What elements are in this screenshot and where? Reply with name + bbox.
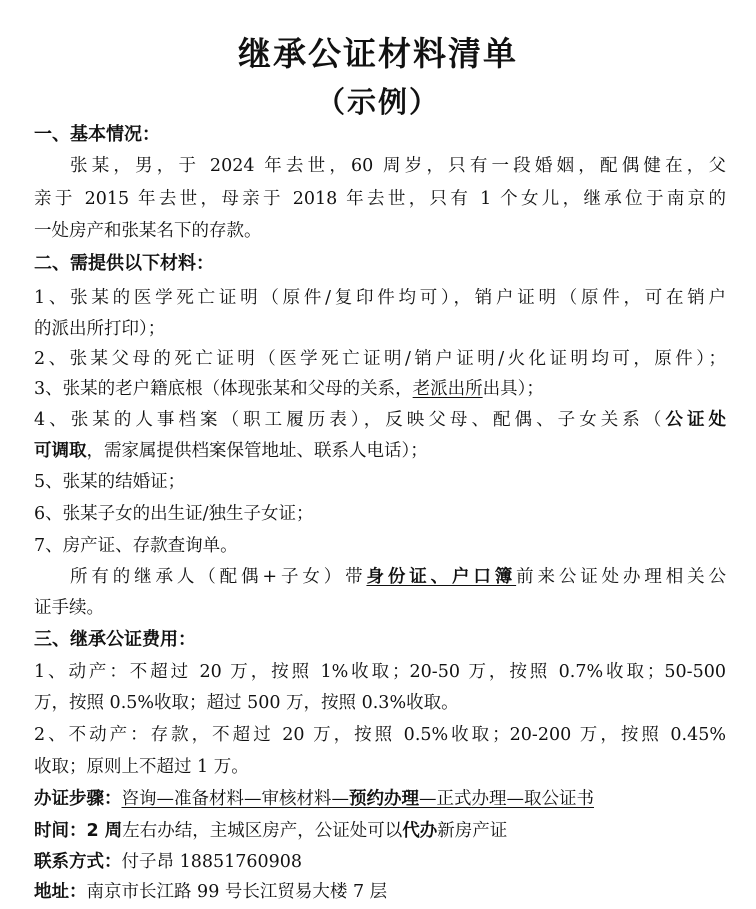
material-item-4-text: 4、张某的人事档案（职工履历表），反映父母、配偶、子女关系（: [34, 410, 666, 430]
steps-part-1: 咨询—准备材料—审核材料—: [121, 789, 349, 809]
material-item-4a: [34, 409, 726, 431]
note-line-2: 证手续。: [34, 598, 104, 618]
time-label: 时间：: [34, 821, 87, 841]
fee-item-2b: 收取；原则上不超过 1 万。: [34, 757, 249, 777]
material-item-4b: [34, 440, 726, 462]
address-line: [34, 881, 726, 903]
section3-heading: 三、继承公证费用：: [34, 629, 196, 650]
contact-label: 联系方式：: [34, 852, 122, 872]
material-item-5: 5、张某的结婚证；: [34, 472, 186, 492]
note-text: 所有的继承人（配偶+子女）带: [70, 567, 367, 587]
section1-line-3: 一处房产和张某名下的存款。: [34, 221, 262, 241]
material-item-4-bold: 公证处: [665, 410, 726, 430]
material-item-1b: 的派出所打印）；: [34, 319, 166, 339]
time-end: 新房产证: [437, 821, 508, 841]
material-item-3-text: 3、张某的老户籍底根（体现张某和父母的关系，: [34, 379, 413, 399]
note-line-1: [34, 566, 726, 588]
section1-heading: 一、基本情况：: [34, 124, 160, 145]
time-mid: 左右办结，主城区房产，公证处可以: [122, 821, 403, 841]
section1-line-1: 张某，男，于 2024 年去世，60 周岁，只有一段婚姻，配偶健在，父: [70, 156, 726, 176]
note-end: 前来公证处办理相关公: [516, 567, 727, 587]
section1-line-2: 亲于 2015 年去世，母亲于 2018 年去世，只有 1 个女儿，继承位于南京的: [34, 189, 726, 209]
time-line: [34, 820, 726, 842]
fee-item-2a: 2、不动产：存款，不超过 20 万，按照 0.5%收取；20-200 万，按照 0.45%: [34, 725, 726, 745]
material-item-3-underline: 老派出所: [412, 379, 483, 399]
address-label: 地址：: [34, 882, 87, 902]
material-item-4-bold-2: 可调取: [34, 441, 87, 461]
material-item-3-end: 出具）；: [482, 379, 544, 399]
material-item-1a: 1、张某的医学死亡证明（原件/复印件均可），销户证明（原件，可在销户: [34, 288, 726, 308]
material-item-6: 6、张某子女的出生证/独生子女证；: [34, 504, 314, 524]
material-item-2: 2、张某父母的死亡证明（医学死亡证明/销户证明/火化证明均可，原件）；: [34, 349, 726, 369]
material-item-3: [34, 378, 726, 400]
note-bold: 身份证、户口簿: [366, 567, 517, 587]
document-title: 继承公证材料清单: [238, 34, 518, 73]
steps-part-2: 预约办理: [349, 789, 419, 809]
steps-part-3: —正式办理—取公证书: [419, 789, 594, 809]
fee-item-1a: 1、动产：不超过 20 万，按照 1%收取；20-50 万，按照 0.7%收取；50-500: [34, 662, 726, 682]
time-bold-2: 代办: [402, 821, 438, 841]
steps-underlined: [122, 789, 595, 809]
steps-line: [34, 788, 726, 810]
material-item-4-end: ，需家属提供档案保管地址、联系人电话）；: [86, 441, 428, 461]
steps-label: 办证步骤：: [34, 789, 122, 809]
address-value: 南京市长江路 99 号长江贸易大楼 7 层: [86, 882, 388, 902]
material-item-7: 7、房产证、存款查询单。: [34, 536, 238, 556]
section2-heading: 二、需提供以下材料：: [34, 253, 214, 274]
contact-line: [34, 851, 726, 873]
document-subtitle: （示例）: [315, 85, 440, 119]
contact-value: 付子昂 18851760908: [121, 852, 303, 872]
time-bold: 2 周: [86, 821, 123, 841]
fee-item-1b: 万，按照 0.5%收取；超过 500 万，按照 0.3%收取。: [34, 693, 459, 713]
